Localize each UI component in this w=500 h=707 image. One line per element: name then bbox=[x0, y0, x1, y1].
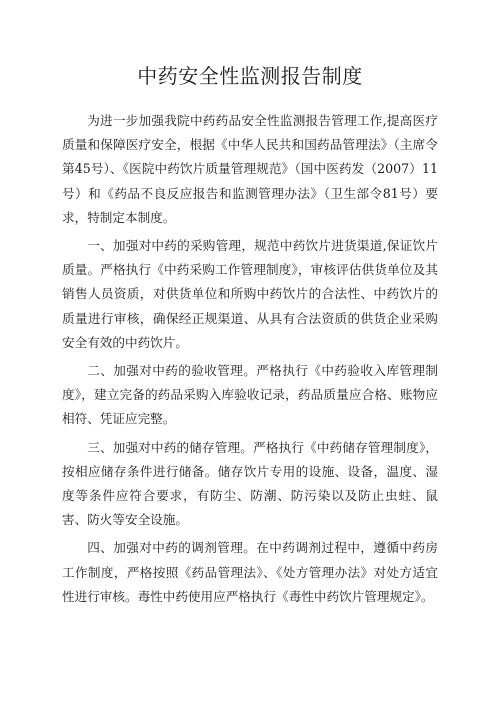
paragraph-dispensing: 四、加强对中药的调剂管理。在中药调剂过程中，遵循中药房工作制度，严格按照《药品管理法》、《处方管理办法》对处方适宜性进行审核。毒性中药使用应严格执行《毒性中药饮片管理规定》。 bbox=[62, 540, 438, 604]
paragraph-acceptance: 二、加强对中药的验收管理。严格执行《中药验收入库管理制度》，建立完备的药品采购入库验收记录，药品质量应合格、账物应相符、凭证应完整。 bbox=[62, 363, 438, 427]
paragraph-storage: 三、加强对中药的储存管理。严格执行《中药储存管理制度》，按相应储存条件进行储备。储存饮片专用的设施、设备，温度、湿度等条件应符合要求，有防尘、防潮、防污染以及防止虫蛀、鼠害、防火等安全设施。 bbox=[62, 439, 438, 528]
paragraph-procurement: 一、加强对中药的采购管理，规范中药饮片进货渠道,保证饮片质量。严格执行《中药采购工作管理制度》，审核评估供货单位及其销售人员资质，对供货单位和所购中药饮片的合法性、中药饮片的质量进行审核，确保经正规渠道、从具有合法资质的供货企业采购安全有效的中药饮片。 bbox=[62, 238, 438, 350]
paragraph-intro: 为进一步加强我院中药药品安全性监测报告管理工作,提高医疗质量和保障医疗安全，根据《中华人民共和国药品管理法》（主席令第45号）、《医院中药饮片质量管理规范》（国中医药发（2007）11号）和《药品不良反应报告和监测管理办法》（卫生部令81号）要求，特制定本制度。 bbox=[62, 113, 438, 225]
document-title: 中药安全性监测报告制度 bbox=[137, 64, 363, 88]
document-body bbox=[62, 109, 438, 613]
